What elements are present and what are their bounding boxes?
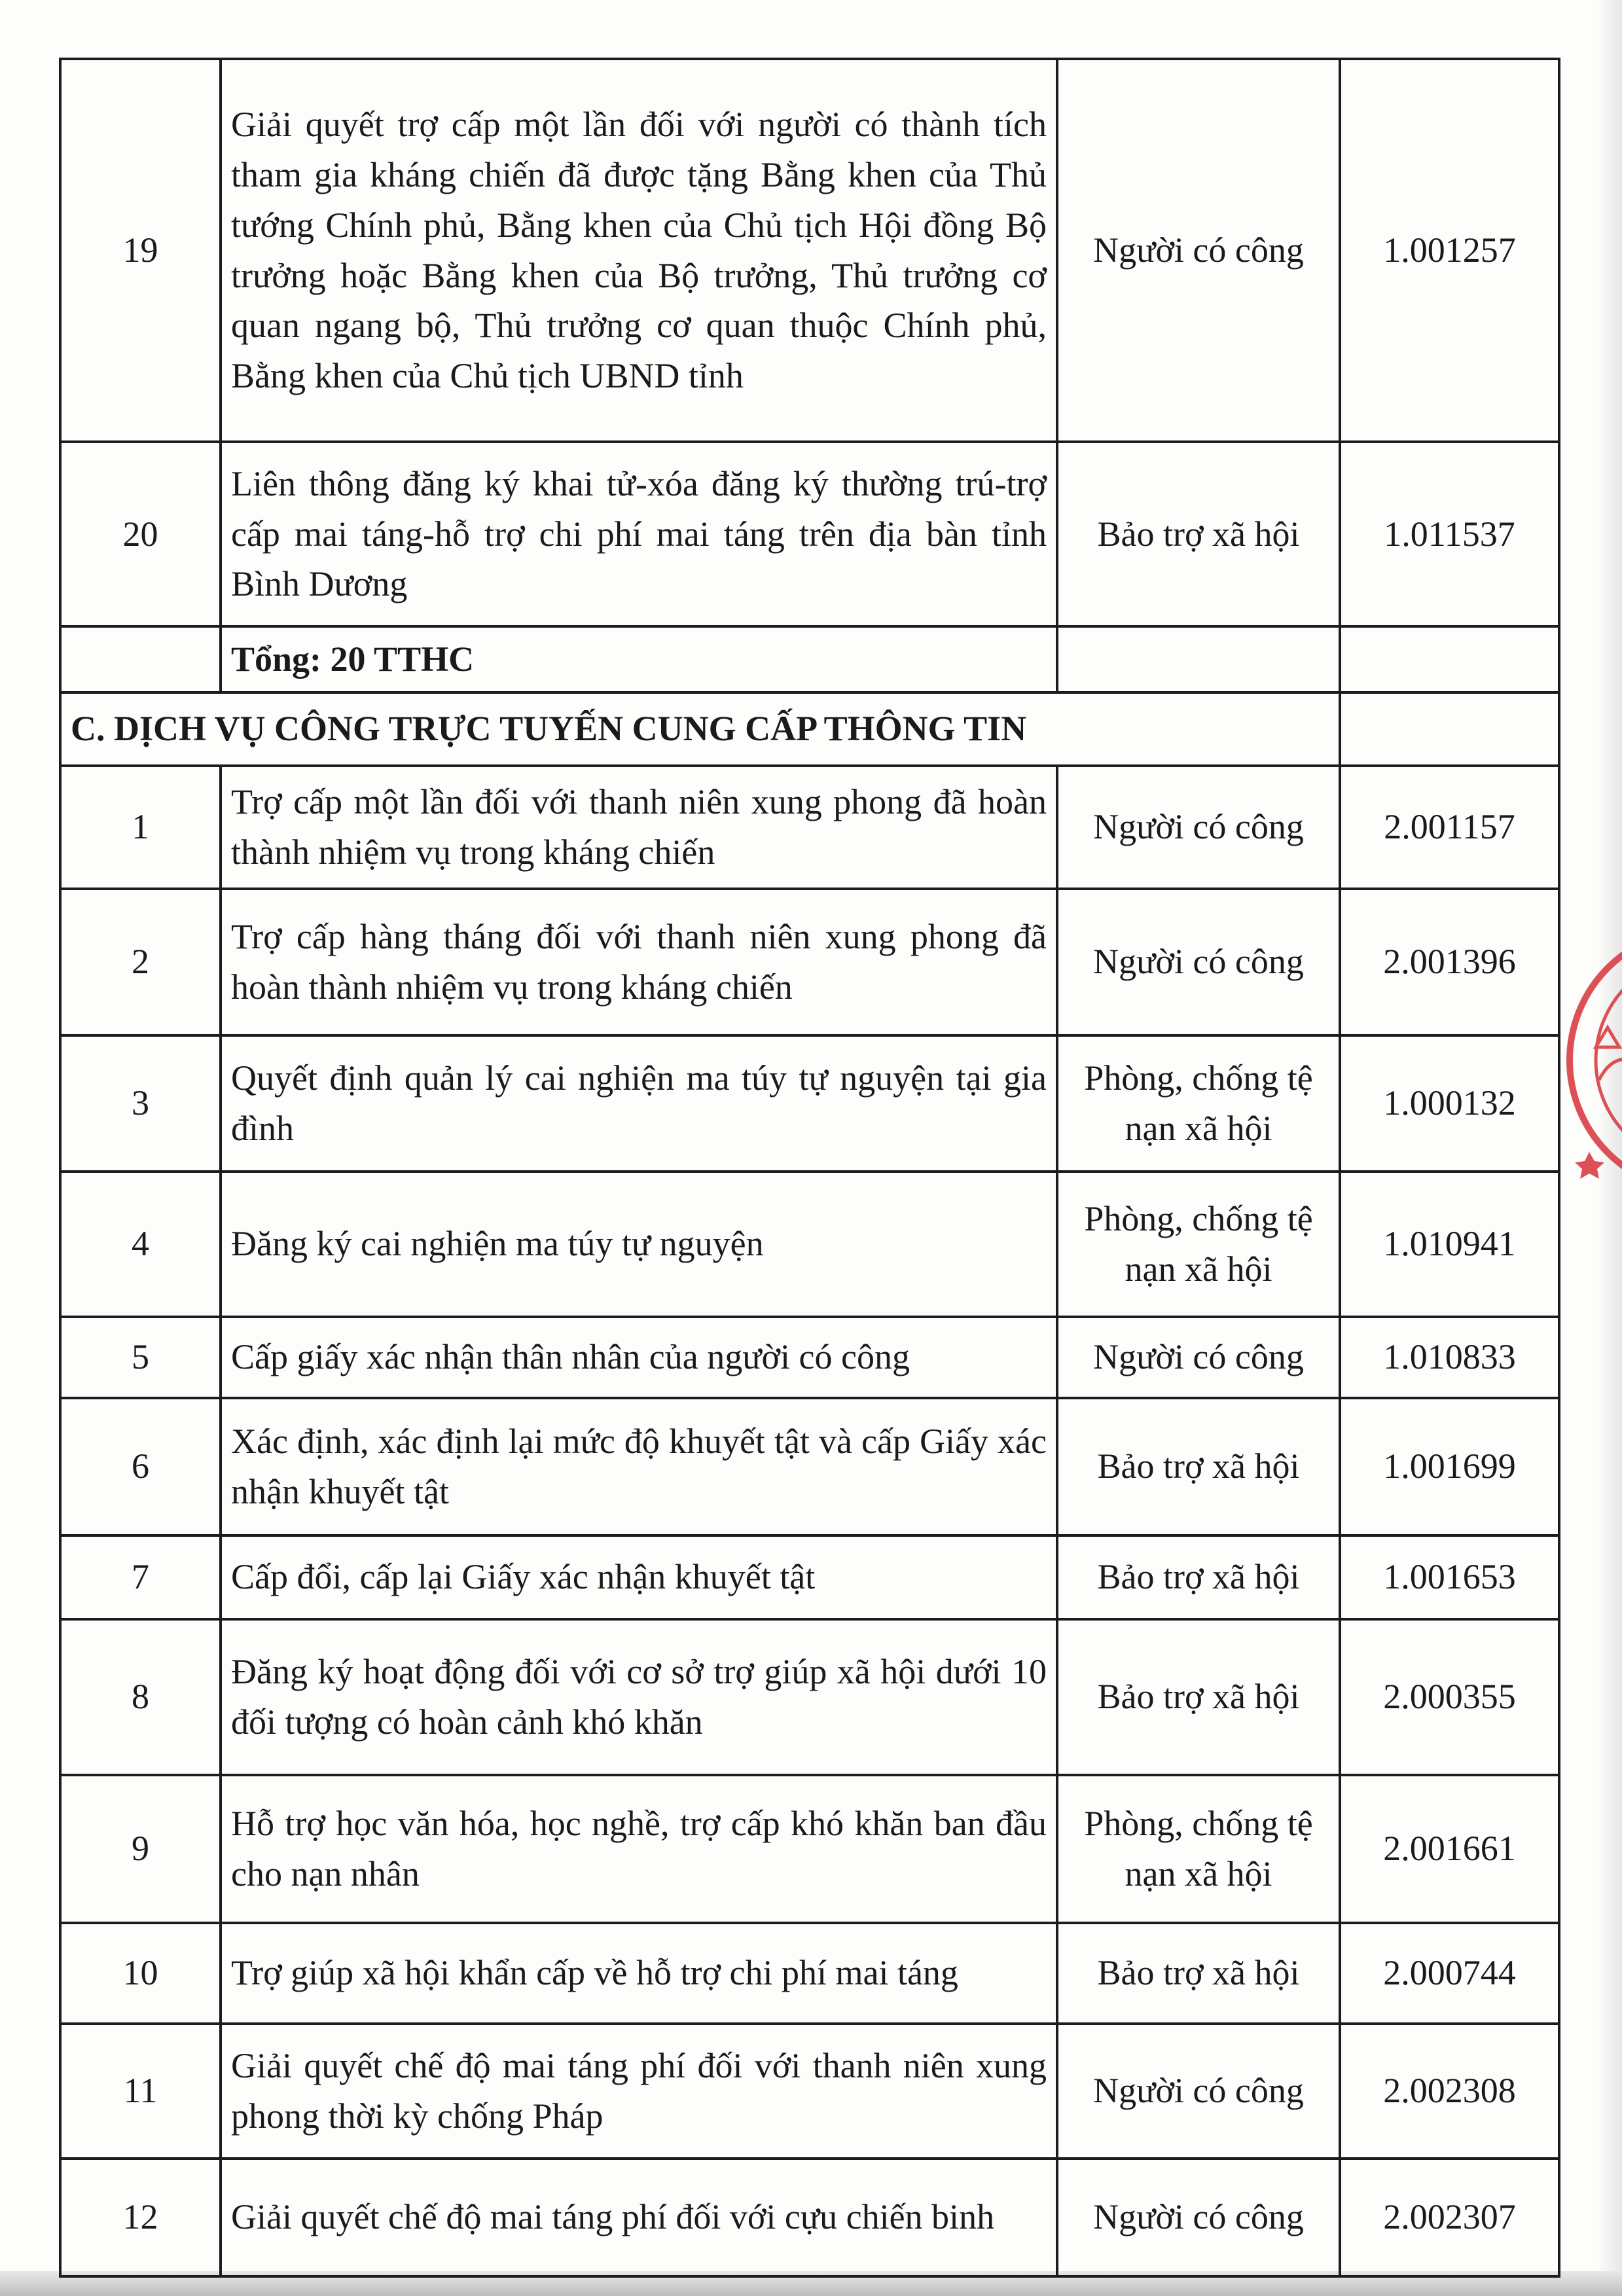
procedure-code: 2.001661 <box>1340 1775 1559 1923</box>
procedure-field: Người có công <box>1057 1317 1340 1398</box>
row-number: 11 <box>60 2024 221 2159</box>
procedure-name: Xác định, xác định lại mức độ khuyết tật và cấp Giấy xác nhận khuyết tật <box>221 1398 1057 1535</box>
procedure-field: Người có công <box>1057 889 1340 1035</box>
procedure-name: Đăng ký cai nghiện ma túy tự nguyện <box>221 1172 1057 1317</box>
section-heading-row <box>60 692 1559 766</box>
procedure-field: Phòng, chống tệ nạn xã hội <box>1057 1775 1340 1923</box>
procedure-table <box>59 58 1560 2278</box>
procedure-name: Trợ cấp hàng tháng đối với thanh niên xung phong đã hoàn thành nhiệm vụ trong kháng chiến <box>221 889 1057 1035</box>
table-row <box>60 2024 1559 2159</box>
table-row <box>60 1035 1559 1172</box>
procedure-name: Trợ cấp một lần đối với thanh niên xung phong đã hoàn thành nhiệm vụ trong kháng chiến <box>221 766 1057 889</box>
red-official-seal-icon <box>1550 916 1622 1204</box>
procedure-name: Giải quyết chế độ mai táng phí đối với cựu chiến binh <box>221 2159 1057 2276</box>
row-number: 1 <box>60 766 221 889</box>
row-number: 19 <box>60 59 221 442</box>
procedure-code: 1.000132 <box>1340 1035 1559 1172</box>
procedure-code: 2.001157 <box>1340 766 1559 889</box>
procedure-name: Trợ giúp xã hội khẩn cấp về hỗ trợ chi phí mai táng <box>221 1923 1057 2024</box>
procedure-name: Quyết định quản lý cai nghiện ma túy tự nguyện tại gia đình <box>221 1035 1057 1172</box>
procedure-name: Giải quyết trợ cấp một lần đối với người có thành tích tham gia kháng chiến đã được tặng Bằng khen của Thủ tướng Chính phủ, Bằng khen của Chủ tịch Hội đồng Bộ trưởng hoặc Bằng khen của Bộ trưởng, Thủ trưởng cơ quan ngang bộ, Thủ trưởng cơ quan thuộc Chính phủ, Bằng khen của Chủ tịch UBND tỉnh <box>221 59 1057 442</box>
procedure-code: 1.010941 <box>1340 1172 1559 1317</box>
table-row <box>60 2159 1559 2276</box>
section-c-title: C. DỊCH VỤ CÔNG TRỰC TUYẾN CUNG CẤP THÔNG TIN <box>60 692 1340 766</box>
row-number: 10 <box>60 1923 221 2024</box>
row-number: 12 <box>60 2159 221 2276</box>
table-row <box>60 1172 1559 1317</box>
procedure-name: Liên thông đăng ký khai tử-xóa đăng ký thường trú-trợ cấp mai táng-hỗ trợ chi phí mai táng trên địa bàn tỉnh Bình Dương <box>221 442 1057 626</box>
procedure-code: 2.002307 <box>1340 2159 1559 2276</box>
table-row <box>60 766 1559 889</box>
procedure-name: Cấp giấy xác nhận thân nhân của người có công <box>221 1317 1057 1398</box>
procedure-name: Giải quyết chế độ mai táng phí đối với thanh niên xung phong thời kỳ chống Pháp <box>221 2024 1057 2159</box>
table-row <box>60 1619 1559 1775</box>
row-number: 9 <box>60 1775 221 1923</box>
row-number: 8 <box>60 1619 221 1775</box>
table-row <box>60 1317 1559 1398</box>
procedure-field: Bảo trợ xã hội <box>1057 442 1340 626</box>
procedure-code: 1.001699 <box>1340 1398 1559 1535</box>
procedure-field: Người có công <box>1057 2024 1340 2159</box>
procedure-name: Cấp đổi, cấp lại Giấy xác nhận khuyết tật <box>221 1535 1057 1619</box>
procedure-field: Phòng, chống tệ nạn xã hội <box>1057 1172 1340 1317</box>
procedure-field: Người có công <box>1057 2159 1340 2276</box>
procedure-code: 1.011537 <box>1340 442 1559 626</box>
table-row <box>60 442 1559 626</box>
procedure-field: Bảo trợ xã hội <box>1057 1535 1340 1619</box>
procedure-code: 2.000744 <box>1340 1923 1559 2024</box>
procedure-code: 2.001396 <box>1340 889 1559 1035</box>
procedure-name: Hỗ trợ học văn hóa, học nghề, trợ cấp khó khăn ban đầu cho nạn nhân <box>221 1775 1057 1923</box>
procedure-code: 1.001653 <box>1340 1535 1559 1619</box>
procedure-field: Phòng, chống tệ nạn xã hội <box>1057 1035 1340 1172</box>
procedure-code: 2.000355 <box>1340 1619 1559 1775</box>
procedure-code: 1.001257 <box>1340 59 1559 442</box>
table-row <box>60 1923 1559 2024</box>
procedure-field: Bảo trợ xã hội <box>1057 1923 1340 2024</box>
row-number: 20 <box>60 442 221 626</box>
table-row <box>60 1398 1559 1535</box>
procedure-name: Đăng ký hoạt động đối với cơ sở trợ giúp xã hội dưới 10 đối tượng có hoàn cảnh khó khăn <box>221 1619 1057 1775</box>
table-row <box>60 1535 1559 1619</box>
total-row <box>60 626 1559 692</box>
row-number: 6 <box>60 1398 221 1535</box>
procedure-field: Người có công <box>1057 59 1340 442</box>
total-label: Tổng: 20 TTHC <box>221 626 1057 692</box>
row-number: 3 <box>60 1035 221 1172</box>
row-number: 5 <box>60 1317 221 1398</box>
procedure-field: Người có công <box>1057 766 1340 889</box>
procedure-code: 2.002308 <box>1340 2024 1559 2159</box>
row-number: 4 <box>60 1172 221 1317</box>
procedure-field: Bảo trợ xã hội <box>1057 1619 1340 1775</box>
table-row <box>60 1775 1559 1923</box>
table-row <box>60 59 1559 442</box>
procedure-code: 1.010833 <box>1340 1317 1559 1398</box>
row-number: 7 <box>60 1535 221 1619</box>
table-row <box>60 889 1559 1035</box>
row-number: 2 <box>60 889 221 1035</box>
procedure-field: Bảo trợ xã hội <box>1057 1398 1340 1535</box>
